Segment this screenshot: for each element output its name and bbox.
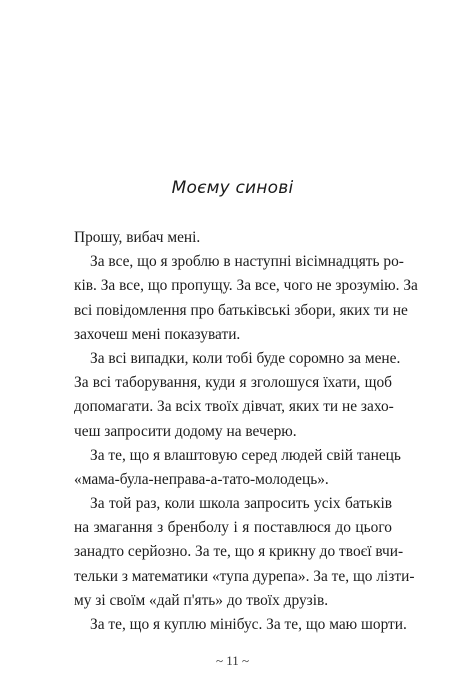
text-line-4: всі повідомлення про батьківські збори, яких ти не	[74, 301, 408, 319]
text-line-1: Прошу, вибач мені.	[74, 229, 201, 246]
text-line-13: на змагання з бренболу і я поставлюся до цього	[74, 519, 392, 537]
text-line-11: «мама-була-неправа-а-тато-молодець».	[74, 470, 329, 488]
text-line-6: За всі випадки, коли тобі буде соромно за мене.	[90, 349, 401, 367]
text-line-9: чеш запросити додому на вечерю.	[74, 422, 297, 440]
text-line-12: За той раз, коли школа запросить усіх батьків	[90, 495, 392, 513]
body-text	[74, 226, 418, 637]
text-line-17: За те, що я куплю мінібус. За те, що маю шорти.	[90, 616, 407, 633]
chapter-title: Моєму синові	[171, 178, 294, 198]
text-line-8: допомагати. За всіх твоїх дівчат, яких ти не захо-	[74, 398, 394, 416]
text-line-15: тельки з математики «тупа дурепа». За те, що лізти-	[74, 567, 415, 585]
text-line-7: За всі таборування, куди я зголошуся їхати, щоб	[74, 374, 392, 392]
text-line-10: За те, що я влаштовую серед людей свій танець	[90, 446, 401, 464]
text-line-3: ків. За все, що пропущу. За все, чого не зрозумію. За	[74, 277, 418, 295]
page-number: ~ 11 ~	[215, 653, 250, 668]
text-line-14: занадто серйозно. За те, що я крикну до твоєї вчи-	[74, 543, 404, 561]
text-line-5: захочеш мені показувати.	[74, 325, 241, 343]
text-line-2: За все, що я зроблю в наступні вісімнадцять ро-	[90, 253, 404, 271]
text-line-16: му зі своїм «дай п'ять» до твоїх друзів.	[74, 591, 329, 609]
